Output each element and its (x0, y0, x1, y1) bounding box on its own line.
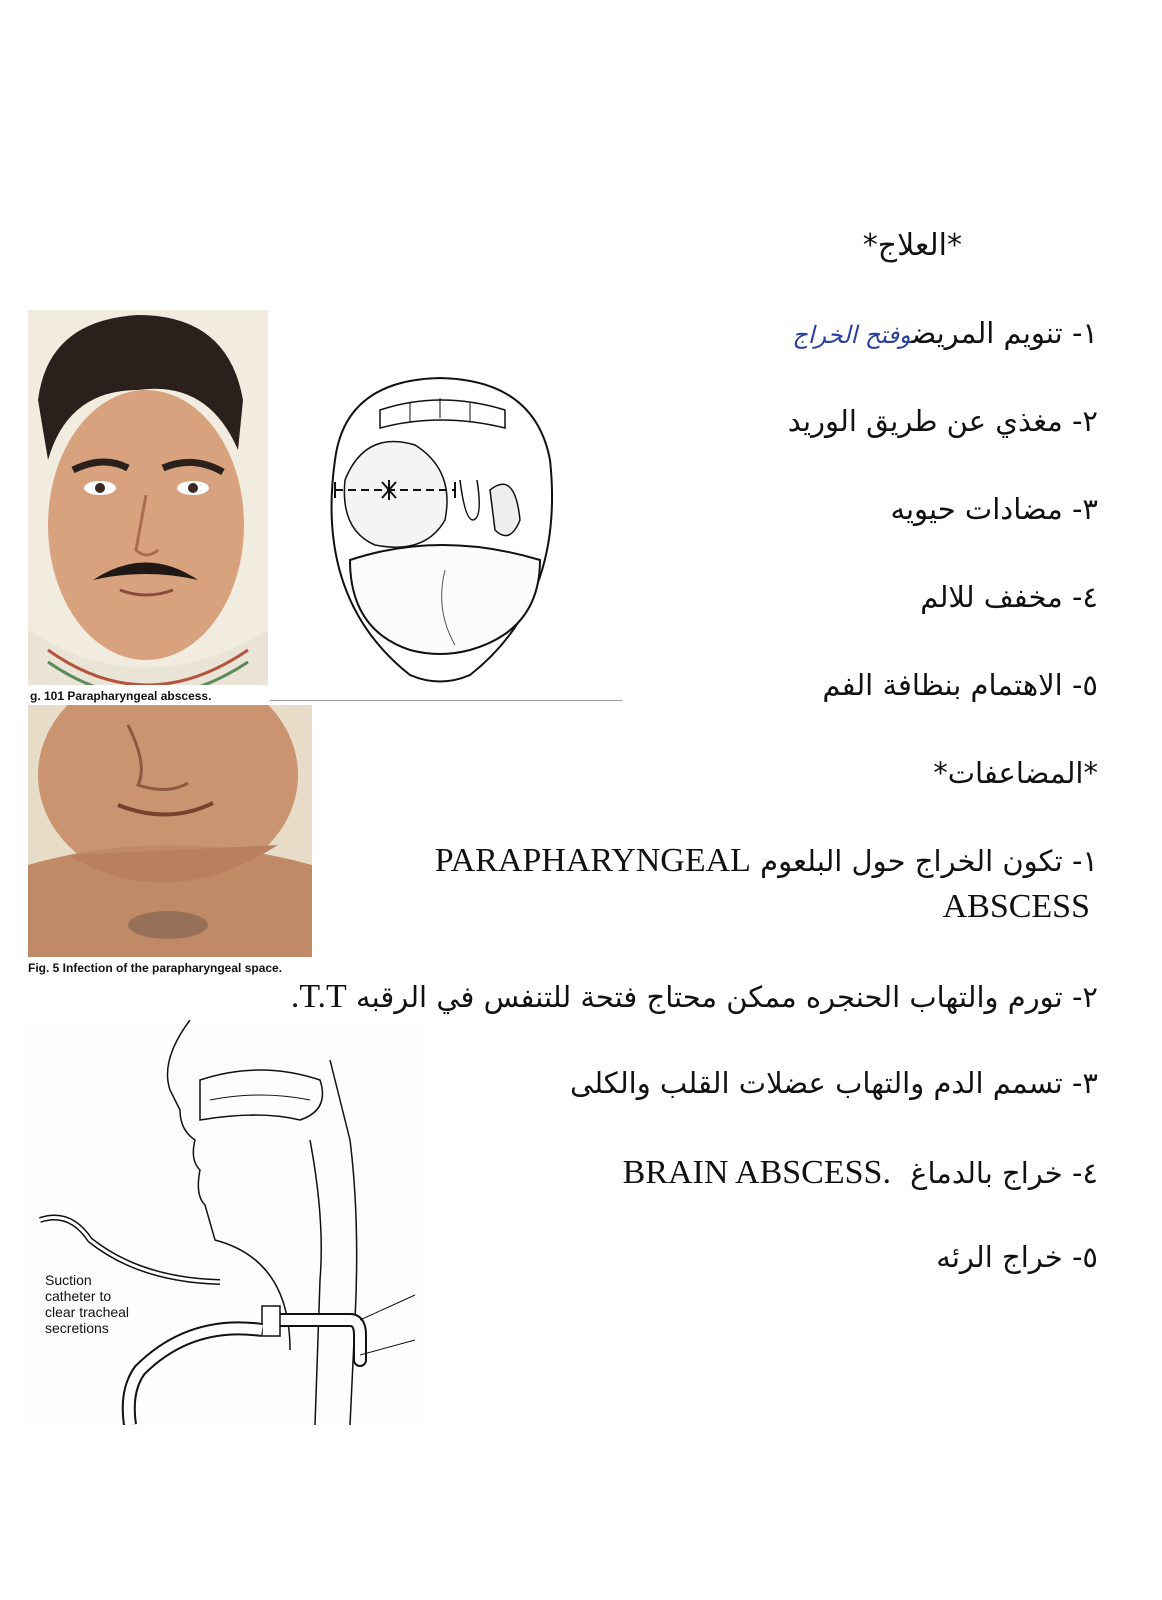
complication-item-2-text: ٢- تورم والتهاب الحنجره ممكن محتاج فتحة للتنفس في الرقبه (356, 980, 1098, 1014)
complication-item-2 (291, 978, 1098, 1016)
complication-item-3: ٣- تسمم الدم والتهاب عضلات القلب والكلى (570, 1066, 1098, 1100)
mouth-drawing (305, 370, 575, 690)
complication-item-4-en: .BRAIN ABSCESS (622, 1154, 891, 1191)
open-mouth-illustration (305, 370, 575, 690)
face-illustration-2 (28, 705, 312, 957)
tracheostomy-illustration (30, 1020, 420, 1425)
figure-1-caption: g. 101 Parapharyngeal abscess. (30, 689, 212, 703)
treatment-item-1-text: ١- تنويم المريض (911, 316, 1098, 350)
complication-item-1-en: PARAPHARYNGEAL (434, 842, 751, 879)
figure-1-photo (28, 310, 268, 685)
treatment-item-5: ٥- الاهتمام بنظافة الفم (822, 668, 1098, 702)
complication-item-5: ٥- خراج الرئه (936, 1240, 1098, 1274)
complication-item-4 (623, 1154, 1098, 1192)
figure-2-photo (28, 705, 312, 957)
complication-item-1-en-line2: ABSCESS (942, 888, 1090, 925)
complications-heading: *المضاعفات* (933, 756, 1098, 790)
complication-item-2-en: T.T. (290, 978, 347, 1015)
treatment-item-1 (792, 316, 1098, 350)
tracheostomy-drawing (30, 1020, 420, 1425)
complication-item-1-text: ١- تكون الخراج حول البلعوم (760, 844, 1098, 878)
scan-line (270, 700, 622, 701)
treatment-item-4: ٤- مخفف للالم (920, 580, 1098, 614)
treatment-item-3: ٣- مضادات حيويه (890, 492, 1098, 526)
label-line-3: clear tracheal (45, 1304, 130, 1320)
treatment-item-2: ٢- مغذي عن طريق الوريد (787, 404, 1098, 438)
label-line-4: secretions (45, 1320, 109, 1336)
complication-item-4-text: ٤- خراج بالدماغ (910, 1156, 1098, 1190)
face-illustration-1 (28, 310, 268, 685)
handwritten-note: وفتح الخراج (792, 321, 912, 349)
label-line-1: Suction (45, 1272, 92, 1288)
complication-item-1 (435, 842, 1098, 880)
label-line-2: catheter to (45, 1288, 112, 1304)
figure-2-caption: Fig. 5 Infection of the parapharyngeal space. (28, 961, 283, 975)
treatment-heading: *العلاج* (862, 228, 962, 263)
suction-catheter-label (45, 1272, 129, 1336)
